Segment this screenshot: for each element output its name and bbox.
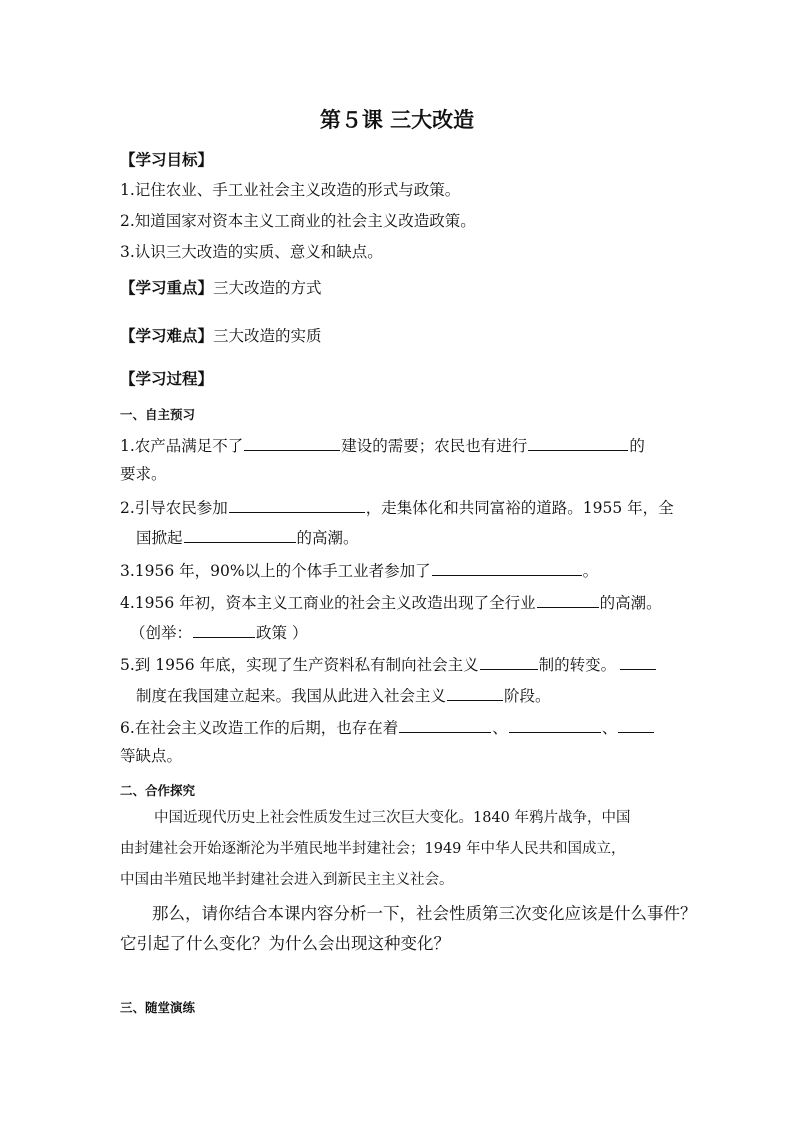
question-4: 4.1956 年初，资本主义工商业的社会主义改造出现了全行业 的高潮。 [120,594,662,612]
question-6: 6.在社会主义改造工作的后期，也存在着 、 、 [120,717,655,738]
answer-blank[interactable] [620,654,656,670]
question-2: 2.引导农民参加 ，走集体化和共同富裕的道路。1955 年，全 [120,499,674,517]
answer-blank[interactable] [447,685,503,701]
answer-blank[interactable] [480,654,538,670]
question-text: 那么，请你结合本课内容分析一下，社会性质第三次变化应该是什么事件？ [152,904,697,923]
material-line: 中国近现代历史上社会性质发生过三次巨大变化。1840 年鸦片战争，中国 [154,810,631,826]
material-line: 中国由半殖民地半封建社会进入到新民主主义社会。 [120,872,454,888]
section1-heading: 一、自主预习 [120,407,196,422]
question-5: 5.到 1956 年底，实现了生产资料私有制向社会主义 制的转变。 [120,654,657,675]
key-point: 【学习重点】三大改造的方式 [120,279,322,297]
answer-blank[interactable] [528,435,628,451]
question-4-cont: （创举： 政策 ） [130,624,308,642]
question-3: 3.1956 年，90%以上的个体手工业者参加了 。 [120,562,599,580]
lesson-title: 第５课 三大改造 [319,108,475,132]
question-1-cont: 要求。 [120,465,167,483]
answer-blank[interactable] [244,435,340,451]
answer-blank[interactable] [229,497,365,513]
goals-heading: 【学习目标】 [120,151,214,169]
question-5-cont: 制度在我国建立起来。我国从此进入社会主义 阶段。 [136,687,551,705]
goal-item: 3.认识三大改造的实质、意义和缺点。 [120,243,383,261]
material-line: 由封建社会开始逐渐沦为半殖民地半封建社会；1949 年中华人民共和国成立， [120,841,626,857]
section3-heading: 三、随堂演练 [120,1000,196,1015]
answer-blank[interactable] [618,717,654,733]
section2-heading: 二、合作探究 [120,783,196,798]
goal-item: 2.知道国家对资本主义工商业的社会主义改造政策。 [120,212,476,230]
answer-blank[interactable] [399,717,491,733]
question-1: 1.农产品满足不了 建设的需要；农民也有进行 的 [120,437,645,455]
answer-blank[interactable] [537,592,599,608]
answer-blank[interactable] [509,717,601,733]
goal-item: 1.记住农业、手工业社会主义改造的形式与政策。 [120,181,461,199]
answer-blank[interactable] [184,527,296,543]
question-6-cont: 等缺点。 [120,747,183,765]
question-text: 它引起了什么变化？为什么会出现这种变化？ [120,934,450,953]
difficulty: 【学习难点】三大改造的实质 [120,327,322,345]
question-2-cont: 国掀起 的高潮。 [136,529,359,547]
answer-blank[interactable] [193,622,255,638]
process-heading: 【学习过程】 [120,370,214,388]
answer-blank[interactable] [432,560,582,576]
